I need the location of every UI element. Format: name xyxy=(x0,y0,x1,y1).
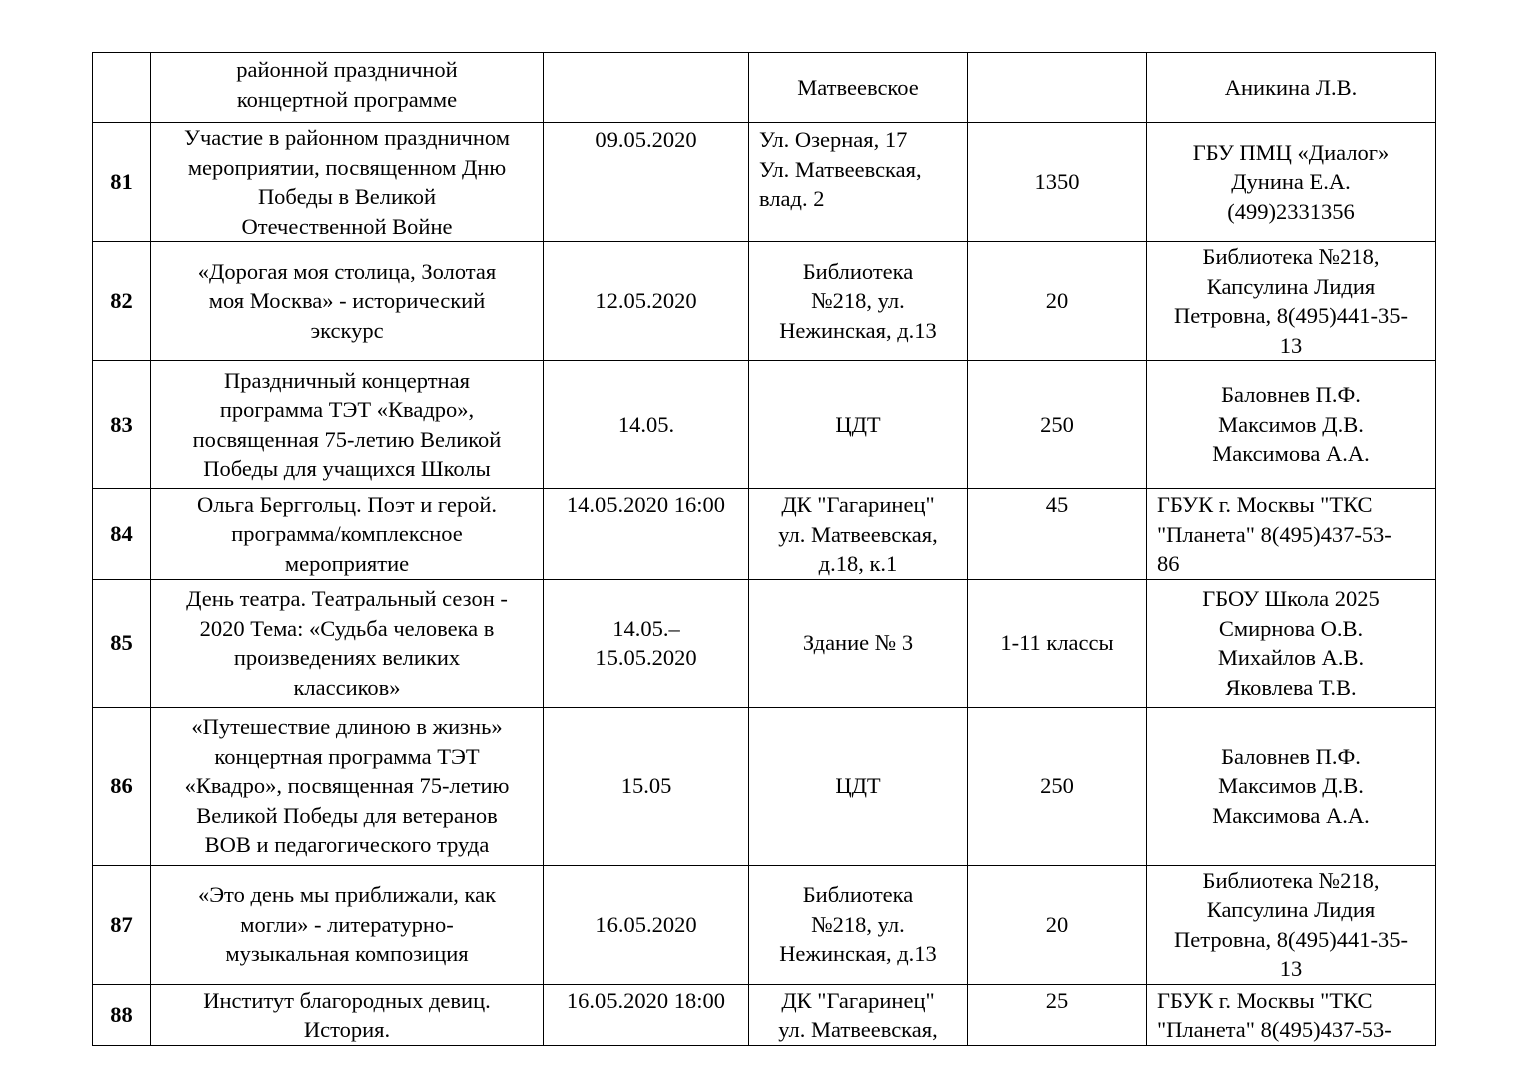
place-cell: Библиотека №218, ул. Нежинская, д.13 xyxy=(749,242,968,361)
count-cell: 250 xyxy=(968,707,1147,865)
count-cell: 250 xyxy=(968,361,1147,489)
count-cell: 1-11 классы xyxy=(968,579,1147,707)
count-cell: 20 xyxy=(968,242,1147,361)
table-row xyxy=(93,489,1436,580)
row-number-cell: 84 xyxy=(93,489,151,580)
responsible-cell: ГБУК г. Москвы "ТКС "Планета" 8(495)437-53- xyxy=(1147,984,1436,1045)
date-cell xyxy=(544,53,749,123)
events-table-body xyxy=(93,53,1436,1046)
place-cell: Здание № 3 xyxy=(749,579,968,707)
responsible-cell: Библиотека №218, Капсулина Лидия Петровна, 8(495)441-35- 13 xyxy=(1147,242,1436,361)
date-cell: 14.05. xyxy=(544,361,749,489)
table-row xyxy=(93,865,1436,984)
event-cell: районной праздничной концертной программе xyxy=(151,53,544,123)
date-cell: 16.05.2020 xyxy=(544,865,749,984)
table-row xyxy=(93,53,1436,123)
table-row xyxy=(93,707,1436,865)
place-cell: Матвеевское xyxy=(749,53,968,123)
event-cell: Ольга Берггольц. Поэт и герой. программа/комплексное мероприятие xyxy=(151,489,544,580)
place-cell: Ул. Озерная, 17 Ул. Матвеевская, влад. 2 xyxy=(749,123,968,242)
event-cell: Праздничный концертная программа ТЭТ «Квадро», посвященная 75-летию Великой Победы для учащихся Школы xyxy=(151,361,544,489)
count-cell: 25 xyxy=(968,984,1147,1045)
count-cell: 1350 xyxy=(968,123,1147,242)
responsible-cell: ГБУ ПМЦ «Диалог» Дунина Е.А. (499)2331356 xyxy=(1147,123,1436,242)
date-cell: 14.05.– 15.05.2020 xyxy=(544,579,749,707)
event-cell: День театра. Театральный сезон - 2020 Тема: «Судьба человека в произведениях великих классиков» xyxy=(151,579,544,707)
date-cell: 15.05 xyxy=(544,707,749,865)
table-row xyxy=(93,242,1436,361)
event-cell: «Дорогая моя столица, Золотая моя Москва» - исторический экскурс xyxy=(151,242,544,361)
events-table xyxy=(92,52,1436,1046)
table-row xyxy=(93,361,1436,489)
table-row xyxy=(93,123,1436,242)
date-cell: 14.05.2020 16:00 xyxy=(544,489,749,580)
date-cell: 09.05.2020 xyxy=(544,123,749,242)
responsible-cell: ГБУК г. Москвы "ТКС "Планета" 8(495)437-53- 86 xyxy=(1147,489,1436,580)
responsible-cell: Аникина Л.В. xyxy=(1147,53,1436,123)
row-number-cell xyxy=(93,53,151,123)
row-number-cell: 88 xyxy=(93,984,151,1045)
date-cell: 12.05.2020 xyxy=(544,242,749,361)
date-cell: 16.05.2020 18:00 xyxy=(544,984,749,1045)
table-row xyxy=(93,984,1436,1045)
event-cell: Участие в районном праздничном мероприятии, посвященном Дню Победы в Великой Отечественной Войне xyxy=(151,123,544,242)
row-number-cell: 83 xyxy=(93,361,151,489)
row-number-cell: 82 xyxy=(93,242,151,361)
count-cell xyxy=(968,53,1147,123)
row-number-cell: 81 xyxy=(93,123,151,242)
event-cell: Институт благородных девиц. История. xyxy=(151,984,544,1045)
responsible-cell: Библиотека №218, Капсулина Лидия Петровна, 8(495)441-35- 13 xyxy=(1147,865,1436,984)
row-number-cell: 85 xyxy=(93,579,151,707)
place-cell: ДК "Гагаринец" ул. Матвеевская, д.18, к.1 xyxy=(749,489,968,580)
place-cell: ЦДТ xyxy=(749,361,968,489)
place-cell: ЦДТ xyxy=(749,707,968,865)
event-cell: «Путешествие длиною в жизнь» концертная программа ТЭТ «Квадро», посвященная 75-летию Великой Победы для ветеранов ВОВ и педагогического труда xyxy=(151,707,544,865)
responsible-cell: Баловнев П.Ф. Максимов Д.В. Максимова А.А. xyxy=(1147,707,1436,865)
place-cell: Библиотека №218, ул. Нежинская, д.13 xyxy=(749,865,968,984)
table-row xyxy=(93,579,1436,707)
event-cell: «Это день мы приближали, как могли» - литературно- музыкальная композиция xyxy=(151,865,544,984)
responsible-cell: ГБОУ Школа 2025 Смирнова О.В. Михайлов А.В. Яковлева Т.В. xyxy=(1147,579,1436,707)
place-cell: ДК "Гагаринец" ул. Матвеевская, xyxy=(749,984,968,1045)
responsible-cell: Баловнев П.Ф. Максимов Д.В. Максимова А.А. xyxy=(1147,361,1436,489)
row-number-cell: 87 xyxy=(93,865,151,984)
count-cell: 20 xyxy=(968,865,1147,984)
count-cell: 45 xyxy=(968,489,1147,580)
row-number-cell: 86 xyxy=(93,707,151,865)
